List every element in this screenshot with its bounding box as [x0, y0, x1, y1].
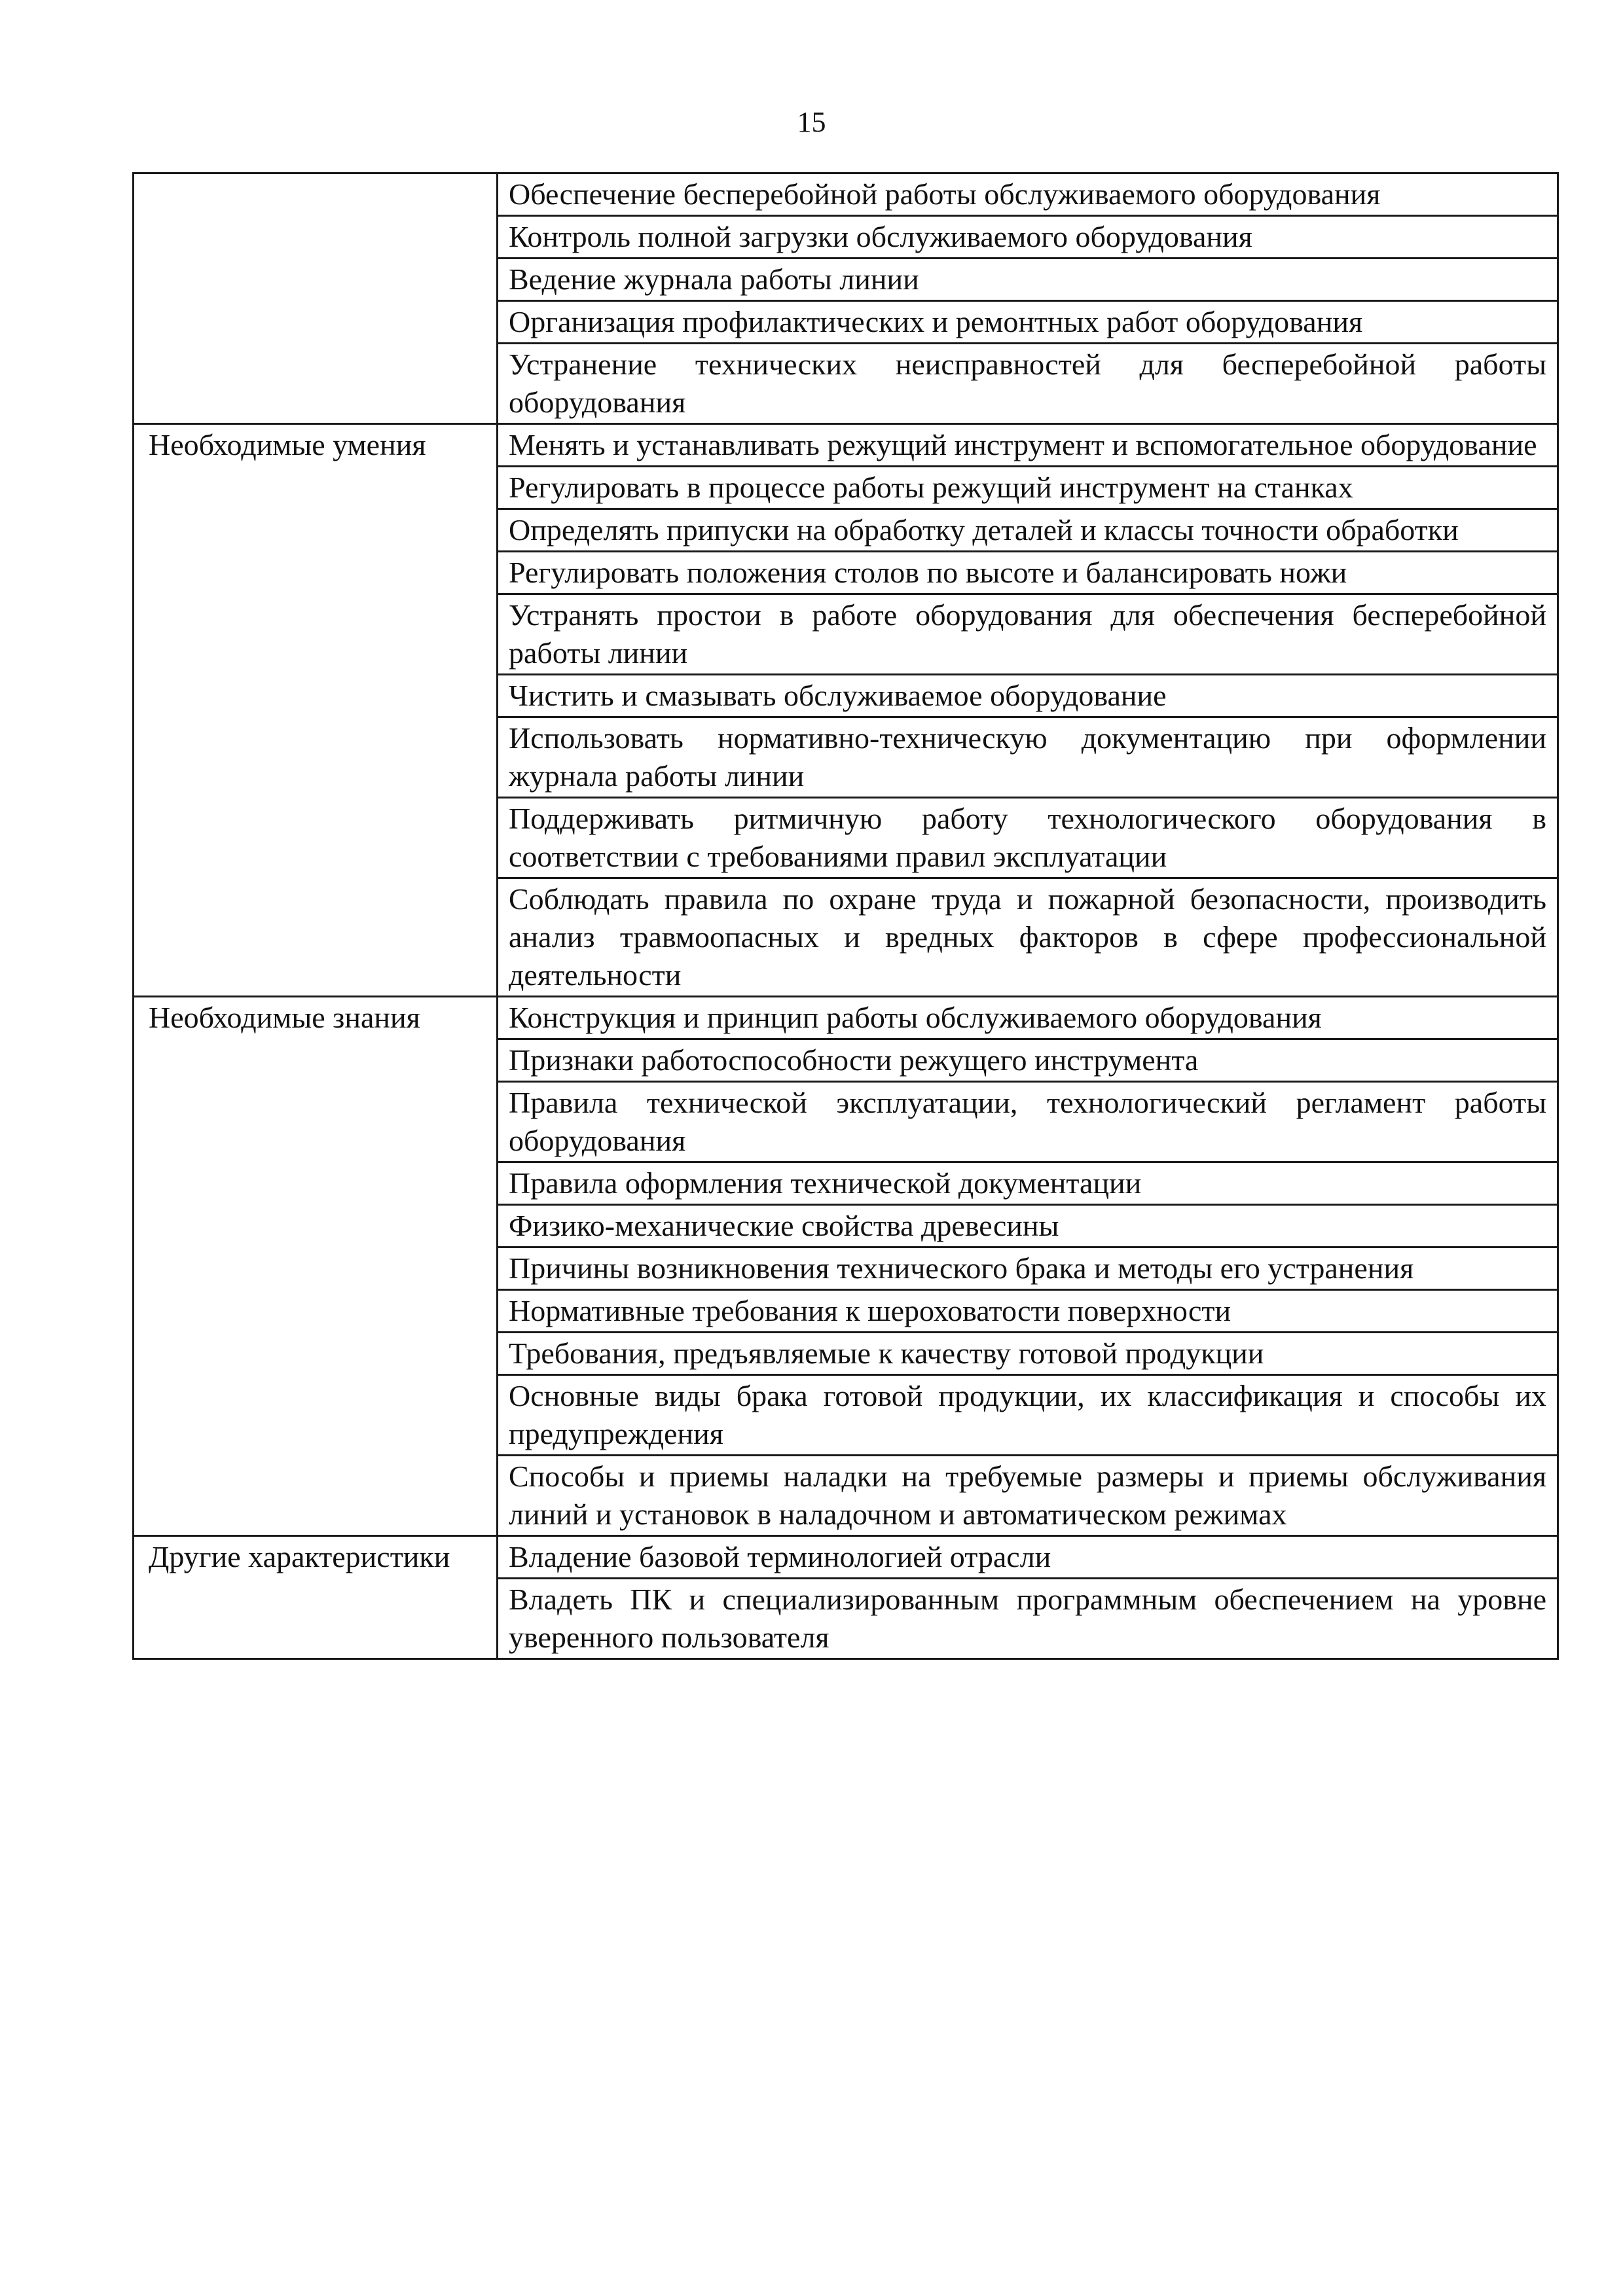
- row-label: [134, 344, 498, 424]
- table-row: [134, 1205, 1558, 1247]
- row-label: [134, 675, 498, 717]
- table-row: [134, 878, 1558, 997]
- table-row: [134, 798, 1558, 878]
- table-row: [134, 594, 1558, 675]
- row-text: Требования, предъявляемые к качеству готовой продукции: [498, 1333, 1558, 1375]
- row-label-other: Другие характеристики: [134, 1536, 498, 1579]
- row-text: Признаки работоспособности режущего инструмента: [498, 1039, 1558, 1082]
- row-label: [134, 1082, 498, 1162]
- row-label: [134, 1205, 498, 1247]
- row-label: [134, 798, 498, 878]
- row-text: Правила технической эксплуатации, технологический регламент работы оборудования: [498, 1082, 1558, 1162]
- row-label: [134, 1039, 498, 1082]
- row-text: Использовать нормативно-техническую документацию при оформлении журнала работы линии: [498, 717, 1558, 798]
- table-row: [134, 675, 1558, 717]
- table-row: [134, 1247, 1558, 1290]
- row-text: Нормативные требования к шероховатости поверхности: [498, 1290, 1558, 1333]
- table-row: [134, 1290, 1558, 1333]
- table-row: [134, 717, 1558, 798]
- row-label: [134, 878, 498, 997]
- row-text: Ведение журнала работы линии: [498, 259, 1558, 301]
- table-row: [134, 424, 1558, 467]
- row-label: [134, 594, 498, 675]
- table-row: [134, 997, 1558, 1039]
- row-label-knowledge: Необходимые знания: [134, 997, 498, 1039]
- table-row: [134, 173, 1558, 216]
- table-row: [134, 301, 1558, 344]
- row-text: Конструкция и принцип работы обслуживаемого оборудования: [498, 997, 1558, 1039]
- table-row: [134, 1039, 1558, 1082]
- row-label: [134, 1375, 498, 1456]
- table-row: [134, 467, 1558, 509]
- row-label: [134, 1579, 498, 1659]
- row-text: Владение базовой терминологией отрасли: [498, 1536, 1558, 1579]
- row-text: Способы и приемы наладки на требуемые размеры и приемы обслуживания линий и установок в наладочном и автоматическом режимах: [498, 1456, 1558, 1536]
- table-row: [134, 1082, 1558, 1162]
- row-label: [134, 216, 498, 259]
- table-row: [134, 1162, 1558, 1205]
- qualification-table: [132, 172, 1559, 1660]
- row-label: [134, 1290, 498, 1333]
- row-text: Чистить и смазывать обслуживаемое оборудование: [498, 675, 1558, 717]
- row-label: [134, 509, 498, 552]
- table-row: [134, 1456, 1558, 1536]
- row-label: [134, 173, 498, 216]
- row-text: Устранять простои в работе оборудования для обеспечения бесперебойной работы линии: [498, 594, 1558, 675]
- row-text: Менять и устанавливать режущий инструмент и вспомогательное оборудование: [498, 424, 1558, 467]
- row-text: Определять припуски на обработку деталей и классы точности обработки: [498, 509, 1558, 552]
- row-label: [134, 301, 498, 344]
- table-row: [134, 259, 1558, 301]
- table-row: [134, 344, 1558, 424]
- row-text: Контроль полной загрузки обслуживаемого оборудования: [498, 216, 1558, 259]
- row-text: Основные виды брака готовой продукции, их классификация и способы их предупреждения: [498, 1375, 1558, 1456]
- row-label: [134, 717, 498, 798]
- table-row: [134, 552, 1558, 594]
- row-text: Поддерживать ритмичную работу технологического оборудования в соответствии с требованиями правил эксплуатации: [498, 798, 1558, 878]
- row-text: Устранение технических неисправностей для бесперебойной работы оборудования: [498, 344, 1558, 424]
- table-row: [134, 509, 1558, 552]
- row-text: Соблюдать правила по охране труда и пожарной безопасности, производить анализ травмоопасных и вредных факторов в сфере профессиональной деятельности: [498, 878, 1558, 997]
- row-label: [134, 1162, 498, 1205]
- row-label: [134, 259, 498, 301]
- table-row: [134, 1375, 1558, 1456]
- row-label: [134, 1333, 498, 1375]
- row-text: Физико-механические свойства древесины: [498, 1205, 1558, 1247]
- row-label: [134, 1247, 498, 1290]
- row-label: [134, 467, 498, 509]
- row-text: Организация профилактических и ремонтных работ оборудования: [498, 301, 1558, 344]
- row-text: Обеспечение бесперебойной работы обслуживаемого оборудования: [498, 173, 1558, 216]
- row-label: [134, 1456, 498, 1536]
- row-text: Регулировать положения столов по высоте и балансировать ножи: [498, 552, 1558, 594]
- row-label: [134, 552, 498, 594]
- row-text: Владеть ПК и специализированным программным обеспечением на уровне уверенного пользователя: [498, 1579, 1558, 1659]
- row-text: Причины возникновения технического брака и методы его устранения: [498, 1247, 1558, 1290]
- row-text: Регулировать в процессе работы режущий инструмент на станках: [498, 467, 1558, 509]
- row-label-skills: Необходимые умения: [134, 424, 498, 467]
- table-row: [134, 216, 1558, 259]
- table-row: [134, 1579, 1558, 1659]
- table-row: [134, 1333, 1558, 1375]
- page-number: 15: [797, 106, 826, 138]
- row-text: Правила оформления технической документации: [498, 1162, 1558, 1205]
- table-row: [134, 1536, 1558, 1579]
